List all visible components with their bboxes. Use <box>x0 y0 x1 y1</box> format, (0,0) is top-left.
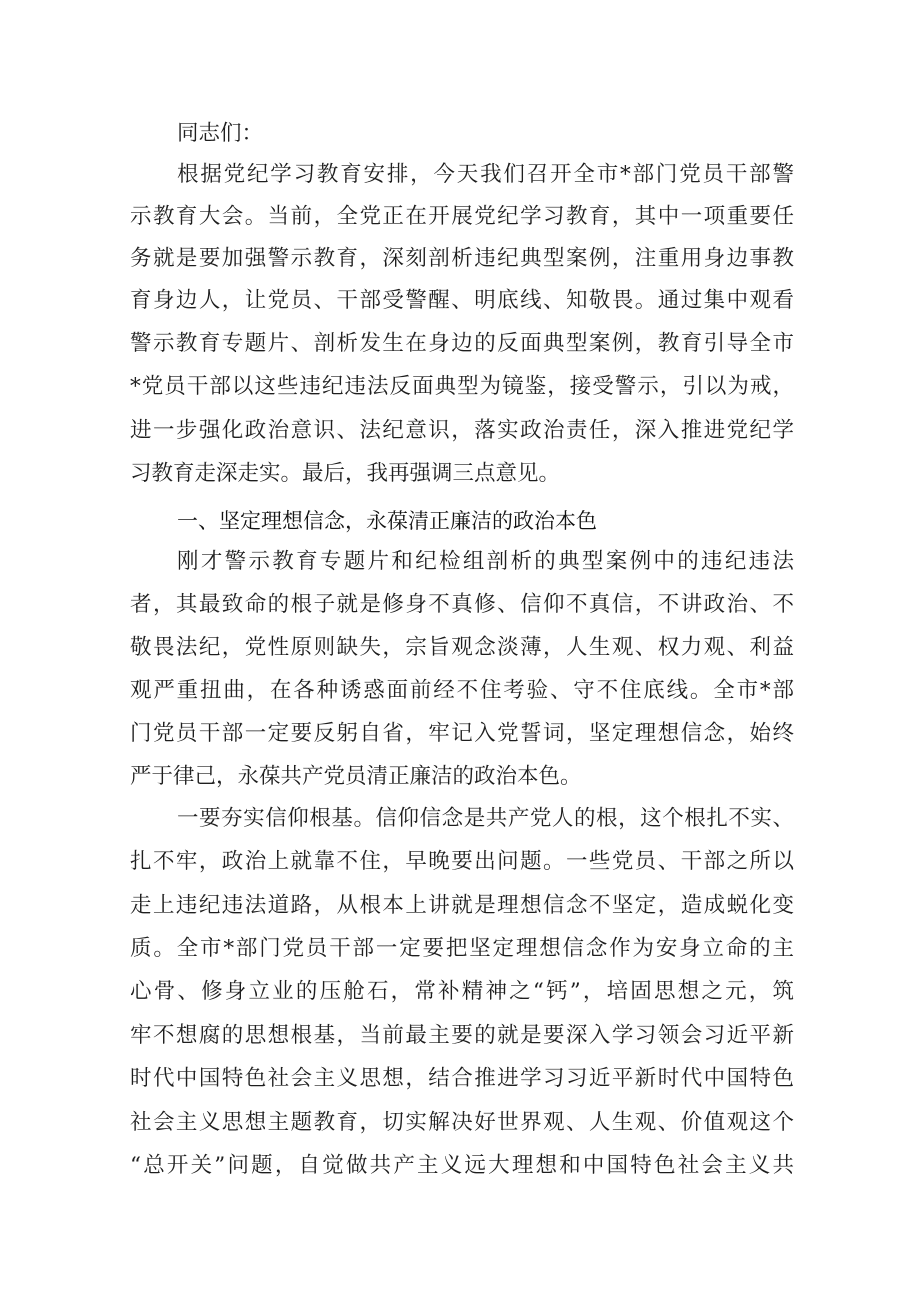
paragraph-line: 走上违纪违法道路，从根本上讲就是理想信念不坚定，造成蜕化变 <box>130 893 794 918</box>
intro-line: *党员干部以这些违纪违法反面典型为镜鉴，接受警示，引以为戒， <box>130 374 794 399</box>
salutation: 同志们： <box>177 121 264 146</box>
paragraph-line: 观严重扭曲，在各种诱惑面前经不住考验、守不住底线。全市*部 <box>130 678 794 703</box>
section-heading: 一、坚定理想信念，永葆清正廉洁的政治本色 <box>177 509 597 533</box>
intro-line: 务就是要加强警示教育，深刻剖析违纪典型案例，注重用身边事教 <box>130 246 794 271</box>
paragraph-line: 者，其最致命的根子就是修身不真修、信仰不真信，不讲政治、不 <box>130 592 794 617</box>
paragraph-line: 质。全市*部门党员干部一定要把坚定理想信念作为安身立命的主 <box>130 936 794 961</box>
paragraph-line: 严于律己，永葆共产党员清正廉洁的政治本色。 <box>130 764 582 789</box>
intro-line: 示教育大会。当前，全党正在开展党纪学习教育，其中一项重要任 <box>130 204 794 229</box>
intro-line: 育身边人，让党员、干部受警醒、明底线、知敬畏。通过集中观看 <box>130 288 794 313</box>
paragraph-line: 心骨、修身立业的压舱石，常补精神之“钙”，培固思想之元，筑 <box>130 979 794 1004</box>
paragraph-line: 刚才警示教育专题片和纪检组剖析的典型案例中的违纪违法 <box>177 549 794 574</box>
paragraph-line: 敬畏法纪，党性原则缺失，宗旨观念淡薄，人生观、权力观、利益 <box>130 635 794 660</box>
intro-line: 根据党纪学习教育安排，今天我们召开全市*部门党员干部警 <box>177 162 794 187</box>
paragraph-line: 扎不牢，政治上就靠不住，早晚要出问题。一些党员、干部之所以 <box>130 849 794 874</box>
paragraph-line: 门党员干部一定要反躬自省，牢记入党誓词，坚定理想信念，始终 <box>130 721 794 746</box>
paragraph-line: 社会主义思想主题教育，切实解决好世界观、人生观、价值观这个 <box>130 1110 794 1135</box>
intro-line: 警示教育专题片、剖析发生在身边的反面典型案例，教育引导全市 <box>130 331 794 356</box>
intro-line: 习教育走深走实。最后，我再强调三点意见。 <box>130 461 561 486</box>
paragraph-line: 时代中国特色社会主义思想，结合推进学习习近平新时代中国特色 <box>130 1066 794 1091</box>
paragraph-line: 一要夯实信仰根基。信仰信念是共产党人的根，这个根扎不实、 <box>177 806 794 831</box>
paragraph-line: “总开关”问题，自觉做共产主义远大理想和中国特色社会主义共 <box>130 1153 794 1178</box>
intro-line: 进一步强化政治意识、法纪意识，落实政治责任，深入推进党纪学 <box>130 418 794 443</box>
paragraph-line: 牢不想腐的思想根基，当前最主要的就是要深入学习领会习近平新 <box>130 1023 794 1048</box>
